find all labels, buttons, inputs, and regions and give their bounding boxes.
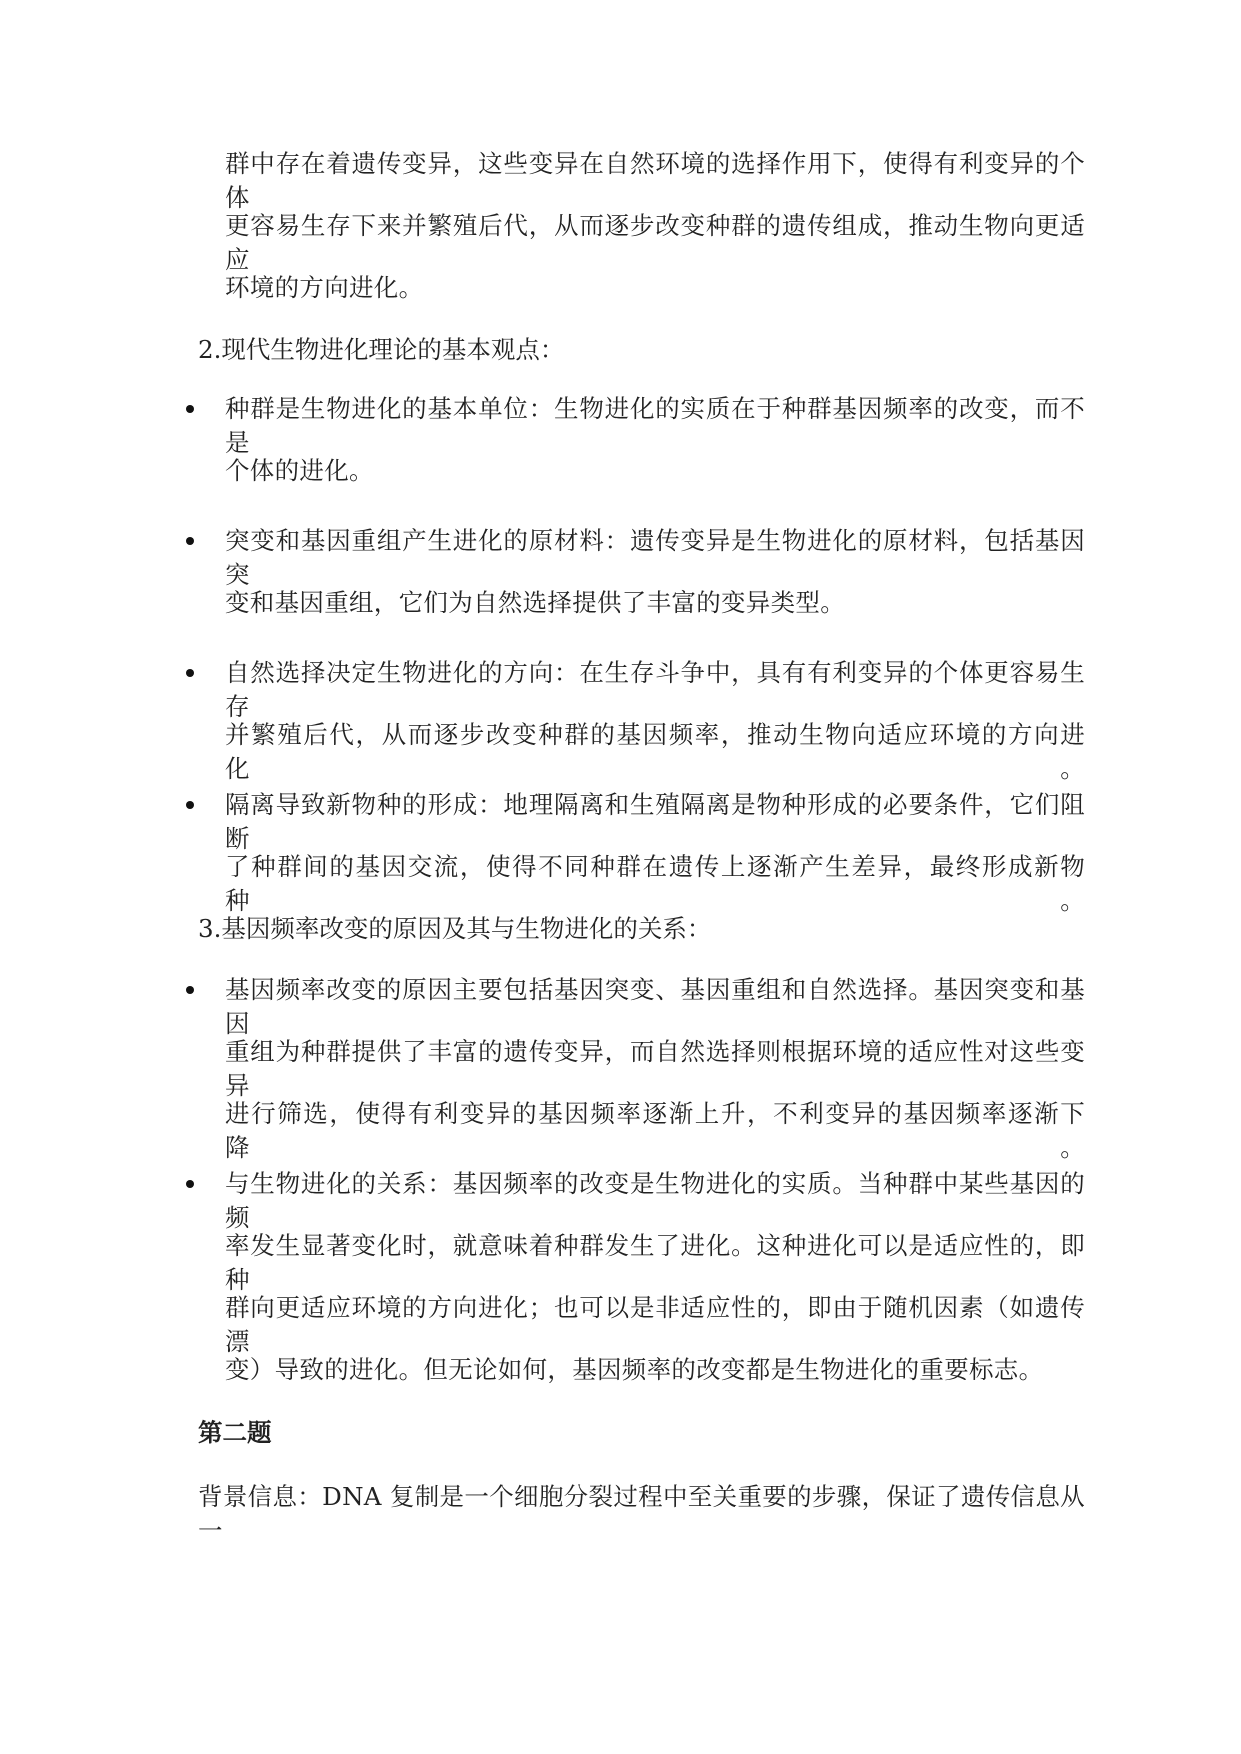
section3-item1-line3: 进行筛选，使得有利变异的基因频率逐渐上升，不利变异的基因频率逐渐下降。 [225, 1099, 1085, 1162]
section3-item1-line1: 基因频率改变的原因主要包括基因突变、基因重组和自然选择。基因突变和基因 [225, 975, 1085, 1038]
question2-background-line: 背景信息：DNA 复制是一个细胞分裂过程中至关重要的步骤，保证了遗传信息从一 [198, 1482, 1085, 1545]
bullet-icon [186, 801, 194, 809]
section2-item1-line1: 种群是生物进化的基本单位：生物进化的实质在于种群基因频率的改变，而不是 [225, 394, 1085, 457]
section2-item4-line2: 了种群间的基因交流，使得不同种群在遗传上逐渐产生差异，最终形成新物种。 [225, 852, 1085, 915]
bullet-icon [186, 669, 194, 677]
bullet-icon [186, 405, 194, 413]
section3-item2-line4: 变）导致的进化。但无论如何，基因频率的改变都是生物进化的重要标志。 [225, 1355, 1044, 1384]
section2-item2-line1: 突变和基因重组产生进化的原材料：遗传变异是生物进化的原材料，包括基因突 [225, 526, 1085, 589]
section3-item2-line2: 率发生显著变化时，就意味着种群发生了进化。这种进化可以是适应性的，即种 [225, 1231, 1085, 1294]
bullet-icon [186, 537, 194, 545]
section2-heading: 2.现代生物进化理论的基本观点： [198, 335, 565, 364]
section2-item1-line2: 个体的进化。 [225, 456, 374, 485]
section3-item2-line3: 群向更适应环境的方向进化；也可以是非适应性的，即由于随机因素（如遗传漂 [225, 1293, 1085, 1356]
intro-line-1: 群中存在着遗传变异，这些变异在自然环境的选择作用下，使得有利变异的个体 [225, 149, 1085, 212]
bullet-icon [186, 1180, 194, 1188]
question2-title: 第二题 [198, 1418, 272, 1447]
section2-item4-line1: 隔离导致新物种的形成：地理隔离和生殖隔离是物种形成的必要条件，它们阻断 [225, 790, 1085, 853]
section3-item2-line1: 与生物进化的关系：基因频率的改变是生物进化的实质。当种群中某些基因的频 [225, 1169, 1085, 1232]
section2-item2-line2: 变和基因重组，它们为自然选择提供了丰富的变异类型。 [225, 588, 845, 617]
section3-item1-line2: 重组为种群提供了丰富的遗传变异，而自然选择则根据环境的适应性对这些变异 [225, 1037, 1085, 1100]
intro-line-3: 环境的方向进化。 [225, 273, 424, 302]
section3-heading: 3.基因频率改变的原因及其与生物进化的关系： [198, 914, 712, 943]
section2-item3-line2: 并繁殖后代，从而逐步改变种群的基因频率，推动生物向适应环境的方向进化。 [225, 720, 1085, 783]
section2-item3-line1: 自然选择决定生物进化的方向：在生存斗争中，具有有利变异的个体更容易生存 [225, 658, 1085, 721]
intro-line-2: 更容易生存下来并繁殖后代，从而逐步改变种群的遗传组成，推动生物向更适应 [225, 211, 1085, 274]
bullet-icon [186, 986, 194, 994]
